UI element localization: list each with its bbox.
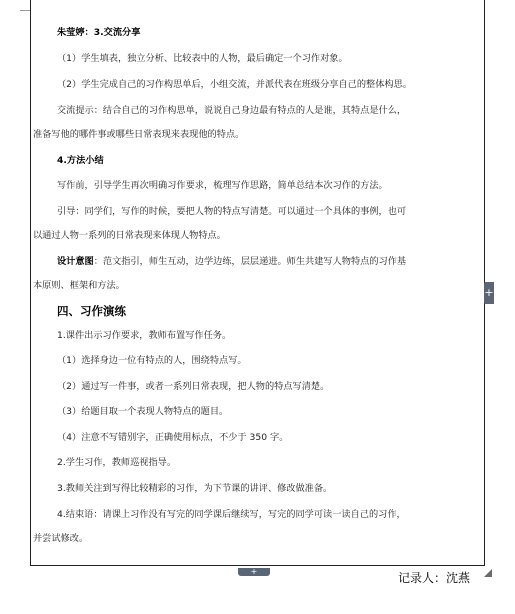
paragraph: 引导：同学们，写作的时候，要把人物的特点写清楚。可以通过一个具体的事例，也可 [57, 206, 407, 217]
design-intent-label: 设计意图 [57, 256, 94, 267]
section-heading: 四、习作演练 [57, 304, 126, 318]
list-item: 1.课件出示习作要求，教师布置写作任务。 [57, 330, 232, 341]
paragraph-continuation: 准备写他的哪件事或哪些日常表现来表现他的特点。 [33, 129, 245, 140]
paragraph: （1）学生填表，独立分析、比较表中的人物，最后确定一个习作对象。 [57, 53, 348, 64]
paragraph: 写作前，引导学生再次明确习作要求，梳理写作思路，简单总结本次习作的方法。 [57, 180, 388, 191]
list-item: （1）选择身边一位有特点的人，围绕特点写。 [57, 355, 247, 366]
list-item: 2.学生习作，教师巡视指导。 [57, 457, 177, 468]
paragraph: 4.结束语：请课上习作没有写完的同学课后继续写，写完的同学可读一读自己的习作， [57, 509, 406, 520]
paragraph: 交流提示：结合自己的习作构思单，说说自己身边最有特点的人是谁，其特点是什么， [57, 105, 407, 116]
plus-icon[interactable]: + [484, 282, 494, 304]
paragraph-continuation: 并尝试修改。 [33, 533, 89, 544]
resize-corner-icon[interactable] [484, 569, 492, 577]
list-item: （4）注意不写错别字，正确使用标点，不少于 350 字。 [57, 432, 289, 443]
design-intent-text: ：范文指引，师生互动，边学边练，层层递进。师生共建写人物特点的习作基 [93, 256, 407, 267]
paragraph-continuation: 以通过人物一系列的日常表现来体现人物特点。 [33, 230, 226, 241]
design-intent-paragraph [31, 255, 486, 269]
list-item: 3.教师关注到写得比较精彩的习作，为下节课的讲评、修改做准备。 [57, 483, 333, 494]
list-item: （2）通过写一件事，或者一系列日常表现，把人物的特点写清楚。 [57, 381, 330, 392]
recorder-label: 记录人：沈燕 [398, 571, 471, 585]
paragraph: （2）学生完成自己的习作构思单后，小组交流，并派代表在班级分享自己的整体构思。 [57, 79, 412, 90]
plus-icon[interactable]: + [238, 568, 270, 576]
document-page [30, 0, 485, 566]
section-title: 4.方法小结 [57, 155, 104, 166]
list-item: （3）给题目取一个表现人物特点的题目。 [57, 406, 229, 417]
section-title: 朱莹婷：3.交流分享 [57, 27, 141, 38]
paragraph-continuation: 本原则、框架和方法。 [33, 280, 125, 291]
